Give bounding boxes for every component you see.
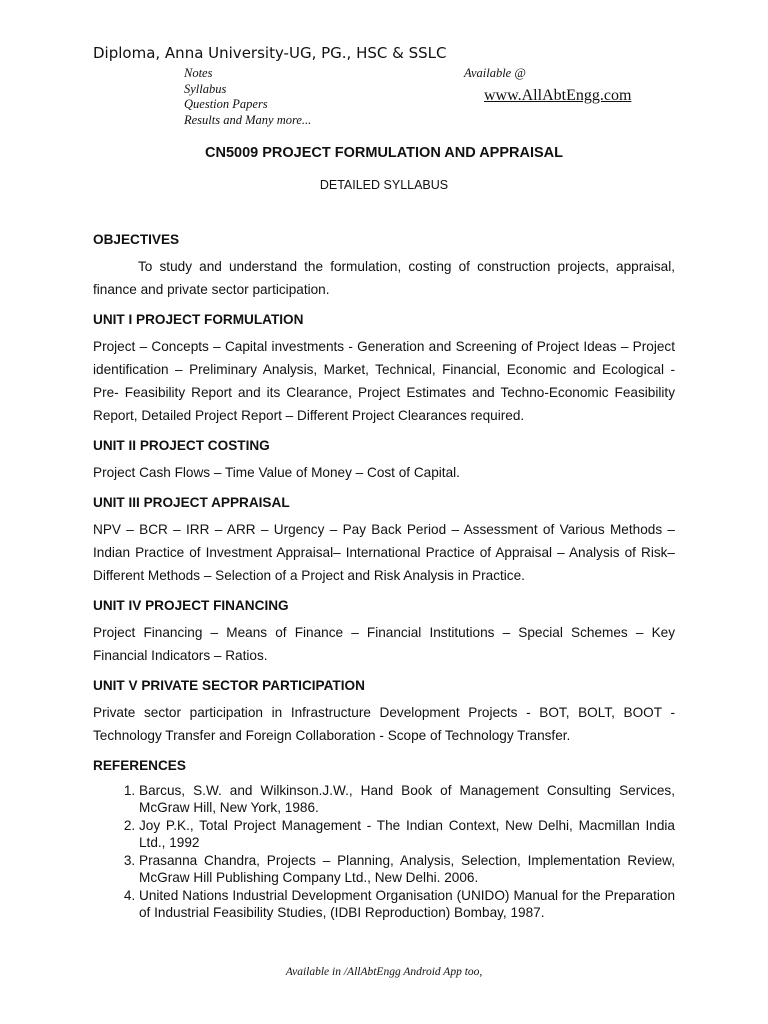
unit-1-text: Project – Concepts – Capital investments - Generation and Screening of Project Ideas – Project identification – Preliminary Analysis, Market, Technical, Financial, Economic and Ecological - Pre- Feasibility Report and its Clearance, Project Estimates and Techno-Economic Feasibility Report, Detailed Project Report – Different Project Clearances required.	[93, 339, 675, 423]
unit-2-heading: UNIT II PROJECT COSTING	[93, 438, 270, 453]
references-list	[93, 783, 675, 921]
unit-3-text: NPV – BCR – IRR – ARR – Urgency – Pay Back Period – Assessment of Various Methods – Indian Practice of Investment Appraisal– International Practice of Appraisal – Analysis of Risk– Different Methods – Selection of a Project and Risk Analysis in Practice.	[93, 522, 675, 583]
unit-4-text: Project Financing – Means of Finance – Financial Institutions – Special Schemes – Key Financial Indicators – Ratios.	[93, 625, 675, 663]
unit-5-heading: UNIT V PRIVATE SECTOR PARTICIPATION	[93, 678, 365, 693]
syllabus-content	[93, 228, 675, 923]
section-objectives	[93, 228, 675, 301]
header-item-question-papers: Question Papers	[184, 97, 268, 111]
header-item-results: Results and Many more...	[184, 112, 312, 127]
reference-item: 3. Prasanna Chandra, Projects – Planning, Analysis, Selection, Implementation Review, McGraw Hill Publishing Company Ltd., New Delhi. 2006.	[139, 853, 675, 886]
section-unit-4	[93, 594, 675, 667]
unit-1-heading: UNIT I PROJECT FORMULATION	[93, 312, 304, 327]
unit-4-heading: UNIT IV PROJECT FINANCING	[93, 598, 289, 613]
document-subtitle: DETAILED SYLLABUS	[319, 178, 449, 192]
document-title: CN5009 PROJECT FORMULATION AND APPRAISAL	[205, 145, 563, 161]
section-unit-2	[93, 434, 675, 484]
section-unit-3	[93, 491, 675, 587]
header-list	[184, 66, 311, 128]
objectives-text: To study and understand the formulation, costing of construction projects, appraisal, finance and private sector participation.	[93, 259, 675, 297]
reference-item: 2. Joy P.K., Total Project Management - The Indian Context, New Delhi, Macmillan India Ltd., 1992	[139, 818, 675, 851]
site-link[interactable]: www.AllAbtEngg.com	[484, 87, 632, 104]
header-item-notes: Notes	[184, 66, 213, 80]
footer-note: Available in /AllAbtEngg Android App too,	[285, 966, 483, 978]
section-unit-1	[93, 308, 675, 427]
unit-5-text: Private sector participation in Infrastructure Development Projects - BOT, BOLT, BOOT - Technology Transfer and Foreign Collaboration - Scope of Technology Transfer.	[93, 705, 675, 743]
reference-item: 1. Barcus, S.W. and Wilkinson.J.W., Hand Book of Management Consulting Services, McGraw Hill, New York, 1986.	[139, 783, 675, 816]
objectives-heading: OBJECTIVES	[93, 232, 180, 247]
header-item-syllabus: Syllabus	[184, 81, 227, 96]
unit-3-heading: UNIT III PROJECT APPRAISAL	[93, 495, 290, 510]
section-references	[93, 754, 675, 921]
references-heading: REFERENCES	[93, 758, 186, 773]
reference-item: 4. United Nations Industrial Development Organisation (UNIDO) Manual for the Preparation of Industrial Feasibility Studies, (IDBI Reproduction) Bombay, 1987.	[139, 888, 675, 921]
section-unit-5	[93, 674, 675, 747]
header-title: Diploma, Anna University-UG, PG., HSC & SSLC	[93, 44, 447, 62]
available-label: Available @	[464, 66, 526, 80]
unit-2-text: Project Cash Flows – Time Value of Money – Cost of Capital.	[93, 465, 460, 480]
